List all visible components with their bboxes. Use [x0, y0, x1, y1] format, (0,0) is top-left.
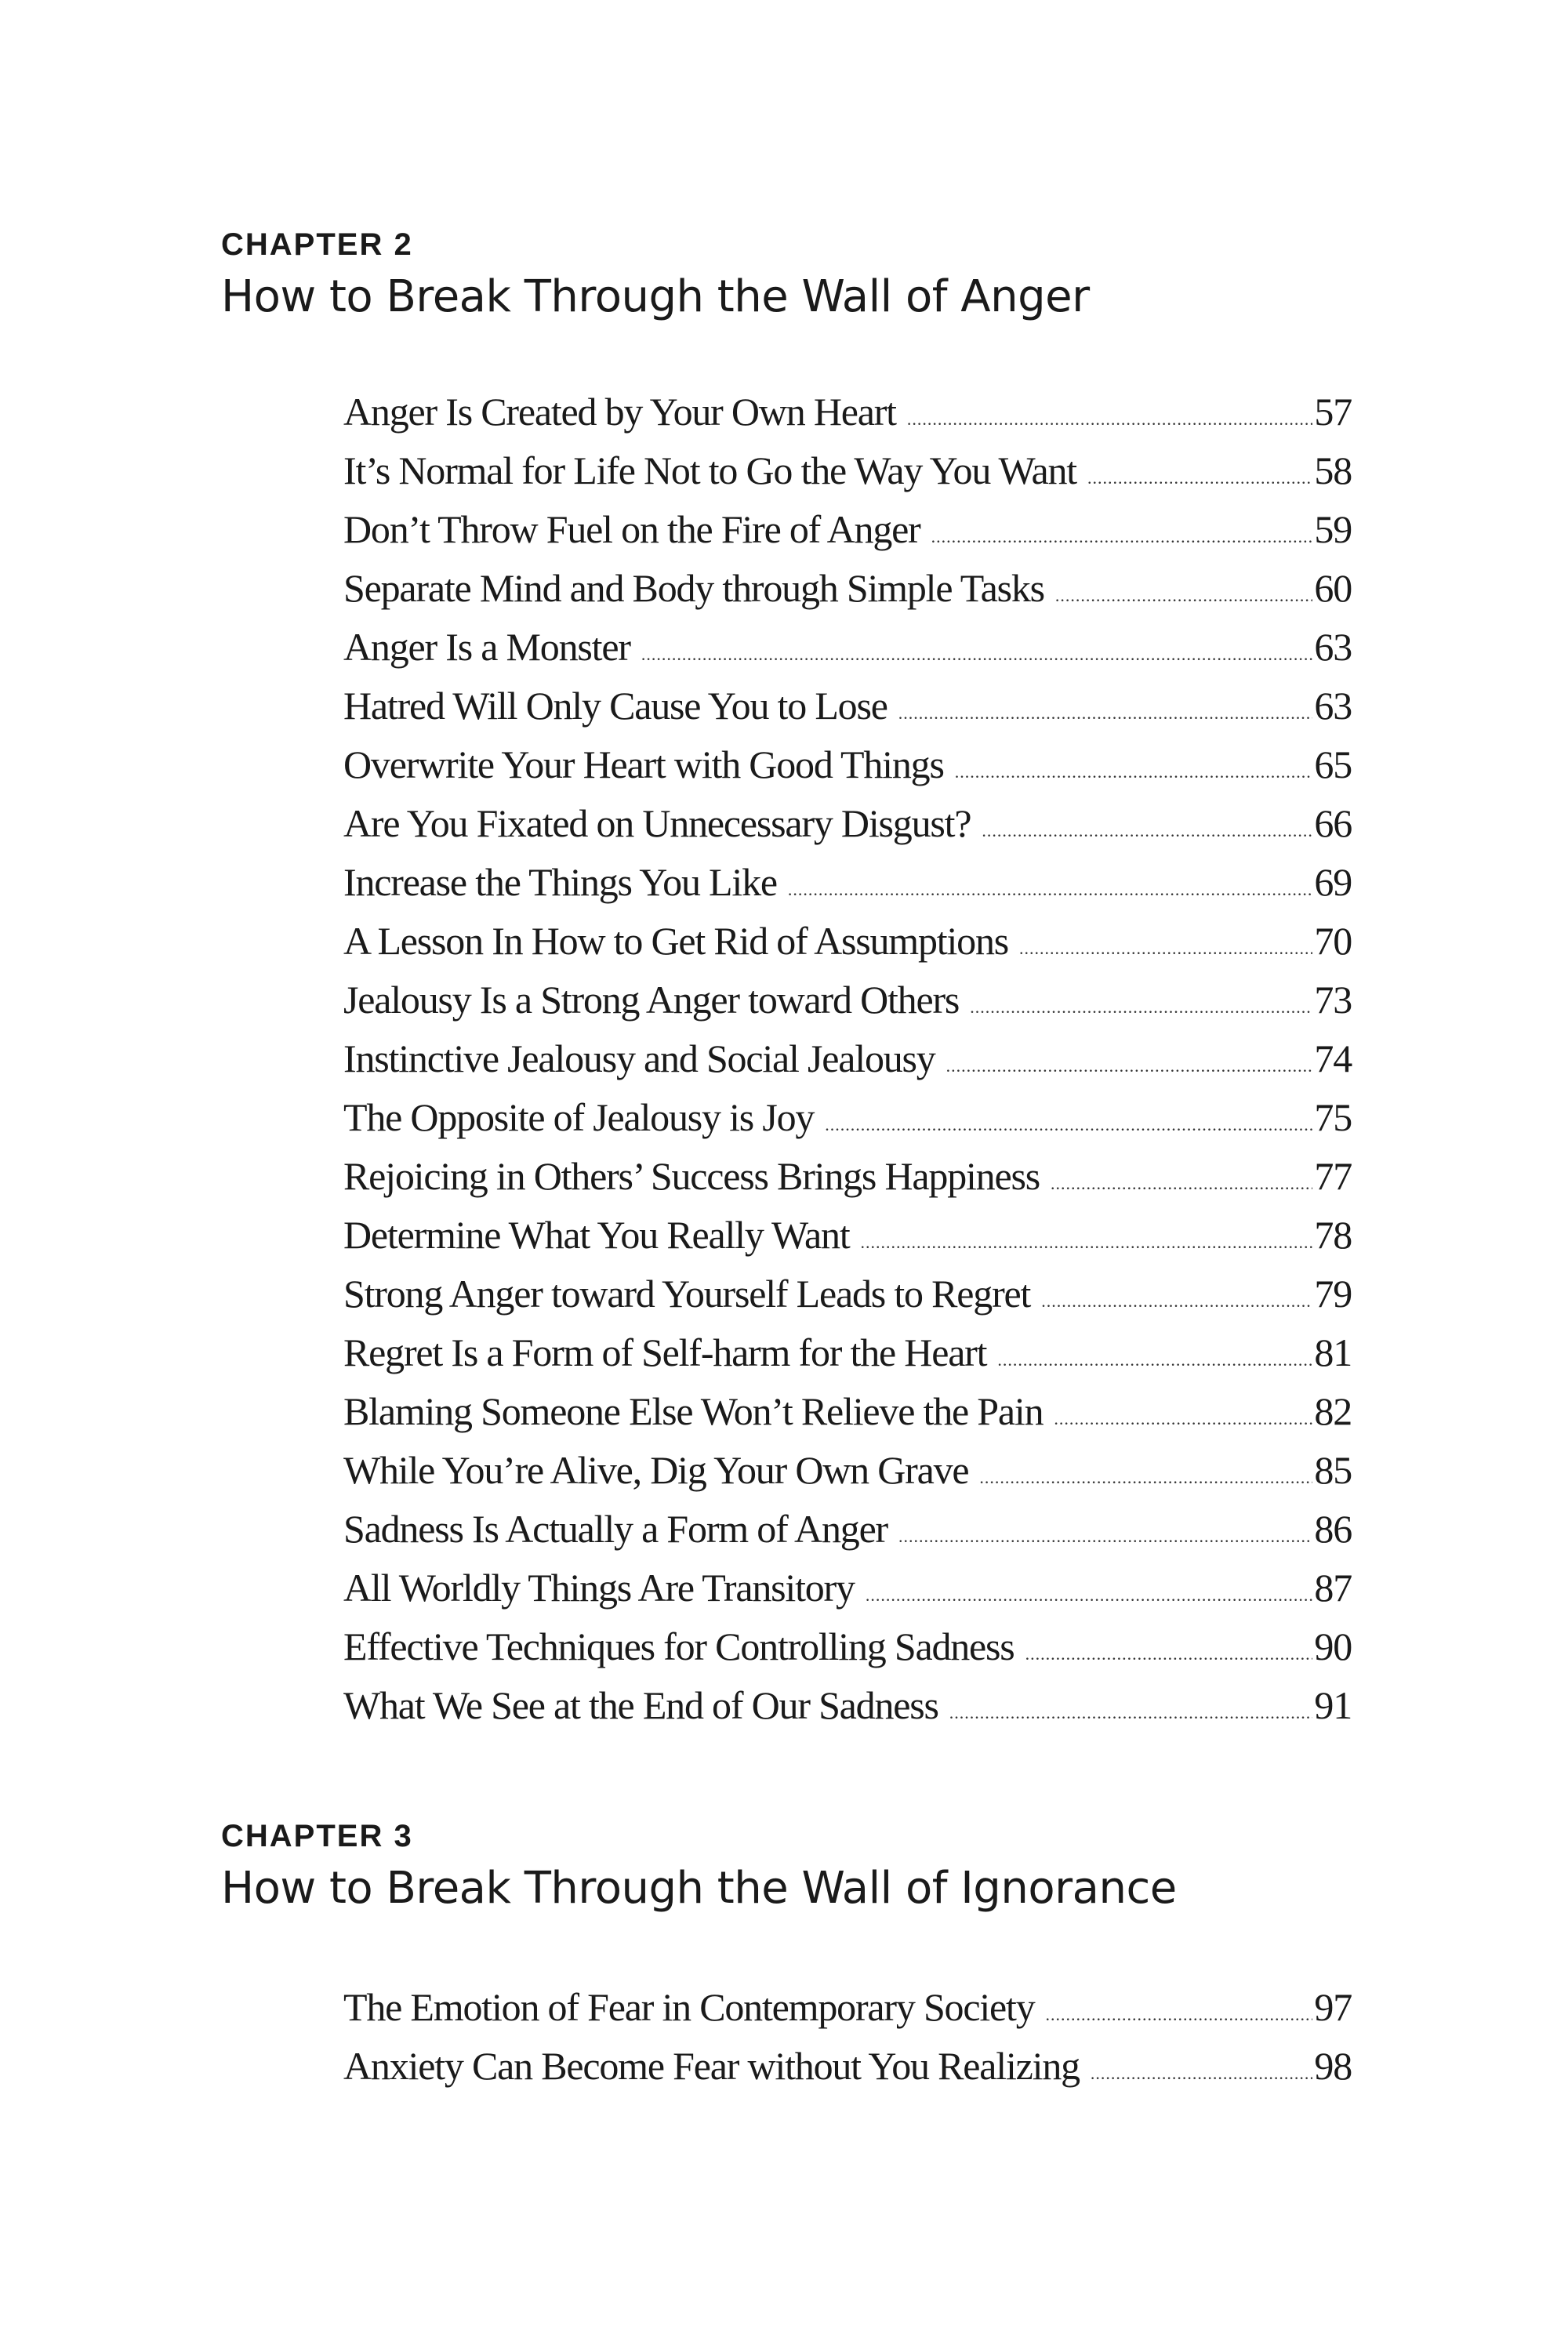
- toc-entry-title: The Emotion of Fear in Contemporary Society: [343, 1985, 1035, 2029]
- dot-leader: [1087, 468, 1312, 488]
- toc-entry-title: The Opposite of Jealousy is Joy: [343, 1095, 815, 1139]
- toc-entry-title: Don’t Throw Fuel on the Fire of Anger: [343, 507, 920, 551]
- toc-entry-page: 69: [1314, 860, 1352, 904]
- chapter-label: CHAPTER 2: [221, 227, 413, 262]
- toc-entry-page: 97: [1314, 1985, 1352, 2029]
- toc-entry-title: Hatred Will Only Cause You to Lose: [343, 684, 887, 728]
- toc-entry[interactable]: [343, 1330, 1352, 1388]
- toc-entry[interactable]: [343, 1682, 1352, 1741]
- dot-leader: [982, 821, 1312, 841]
- toc-entry-page: 70: [1314, 919, 1352, 963]
- toc-entry-title: Determine What You Really Want: [343, 1213, 850, 1257]
- toc-entry[interactable]: [343, 448, 1352, 506]
- toc-entry[interactable]: [343, 742, 1352, 800]
- toc-entry-page: 78: [1314, 1213, 1352, 1257]
- toc-entry[interactable]: [343, 859, 1352, 918]
- dot-leader: [949, 1703, 1313, 1723]
- toc-entry-page: 87: [1314, 1566, 1352, 1610]
- dot-leader: [955, 762, 1313, 782]
- toc-entry[interactable]: [343, 1447, 1352, 1506]
- toc-entry-page: 81: [1314, 1330, 1352, 1374]
- dot-leader: [997, 1350, 1312, 1370]
- toc-entry-title: While You’re Alive, Dig Your Own Grave: [343, 1448, 969, 1492]
- toc-entry-page: 77: [1314, 1154, 1352, 1198]
- toc-entry-title: What We See at the End of Our Sadness: [343, 1683, 938, 1727]
- toc-entry-title: Regret Is a Form of Self-harm for the Heart: [343, 1330, 987, 1374]
- toc-entry[interactable]: [343, 1984, 1352, 2043]
- toc-entry[interactable]: [343, 506, 1352, 565]
- toc-entry-title: Overwrite Your Heart with Good Things: [343, 742, 944, 786]
- toc-entry[interactable]: [343, 2043, 1352, 2102]
- dot-leader: [788, 880, 1313, 900]
- toc-entry[interactable]: [343, 389, 1352, 448]
- toc-entry[interactable]: [343, 1624, 1352, 1682]
- toc-entry-title: Effective Techniques for Controlling Sadness: [343, 1624, 1014, 1668]
- toc-entry-title: Anxiety Can Become Fear without You Realizing: [343, 2044, 1080, 2088]
- chapter-2-heading: [221, 226, 1358, 325]
- toc-entry-page: 65: [1314, 742, 1352, 786]
- dot-leader: [861, 1232, 1313, 1253]
- toc-entry-title: Are You Fixated on Unnecessary Disgust?: [343, 801, 971, 845]
- toc-entry[interactable]: [343, 1388, 1352, 1447]
- toc-entry-page: 66: [1314, 801, 1352, 845]
- toc-entry-page: 85: [1314, 1448, 1352, 1492]
- toc-entry-page: 59: [1314, 507, 1352, 551]
- toc-entry-page: 75: [1314, 1095, 1352, 1139]
- toc-entry-title: Rejoicing in Others’ Success Brings Happiness: [343, 1154, 1040, 1198]
- toc-entry-title: Sadness Is Actually a Form of Anger: [343, 1507, 888, 1551]
- toc-entry[interactable]: [343, 1506, 1352, 1565]
- toc-entry-title: Jealousy Is a Strong Anger toward Others: [343, 978, 960, 1022]
- toc-entry-page: 60: [1314, 566, 1352, 610]
- toc-entry-page: 98: [1314, 2044, 1352, 2088]
- toc-entry[interactable]: [343, 1212, 1352, 1271]
- dot-leader: [931, 527, 1313, 547]
- dot-leader: [907, 409, 1313, 430]
- chapter-3-entries: [343, 1984, 1352, 2102]
- dot-leader: [866, 1585, 1313, 1606]
- dot-leader: [1054, 1409, 1312, 1429]
- toc-entry[interactable]: [343, 624, 1352, 683]
- dot-leader: [641, 644, 1313, 665]
- toc-entry[interactable]: [343, 1036, 1352, 1094]
- toc-entry-page: 73: [1314, 978, 1352, 1022]
- dot-leader: [946, 1056, 1313, 1076]
- dot-leader: [1051, 1174, 1312, 1194]
- toc-entry[interactable]: [343, 918, 1352, 977]
- toc-entry-title: Blaming Someone Else Won’t Relieve the Pain: [343, 1389, 1044, 1433]
- toc-entry-page: 58: [1314, 448, 1352, 492]
- toc-entry-title: Anger Is a Monster: [343, 625, 630, 669]
- dot-leader: [1019, 938, 1312, 959]
- dot-leader: [979, 1468, 1312, 1488]
- dot-leader: [898, 703, 1313, 724]
- chapter-label: CHAPTER 3: [221, 1819, 413, 1853]
- toc-entry-page: 57: [1314, 390, 1352, 434]
- toc-entry[interactable]: [343, 1094, 1352, 1153]
- chapter-2-entries: [343, 389, 1352, 1741]
- toc-entry-title: Strong Anger toward Yourself Leads to Regret: [343, 1272, 1031, 1316]
- toc-entry[interactable]: [343, 565, 1352, 624]
- toc-entry[interactable]: [343, 683, 1352, 742]
- toc-entry-title: Separate Mind and Body through Simple Tasks: [343, 566, 1044, 610]
- toc-entry-title: Instinctive Jealousy and Social Jealousy: [343, 1036, 935, 1080]
- toc-entry-title: It’s Normal for Life Not to Go the Way You Want: [343, 448, 1076, 492]
- toc-entry-page: 74: [1314, 1036, 1352, 1080]
- dot-leader: [1046, 2005, 1313, 2025]
- chapter-3-heading: [221, 1817, 1358, 1916]
- dot-leader: [825, 1115, 1312, 1135]
- dot-leader: [1041, 1291, 1312, 1312]
- dot-leader: [1025, 1644, 1313, 1664]
- toc-entry[interactable]: [343, 1271, 1352, 1330]
- toc-entry-page: 86: [1314, 1507, 1352, 1551]
- dot-leader: [898, 1526, 1312, 1547]
- dot-leader: [1055, 586, 1313, 606]
- toc-entry-title: A Lesson In How to Get Rid of Assumptions: [343, 919, 1009, 963]
- toc-entry-page: 63: [1314, 684, 1352, 728]
- chapter-title: How to Break Through the Wall of Ignorance: [221, 1863, 1177, 1914]
- toc-entry-title: All Worldly Things Are Transitory: [343, 1566, 855, 1610]
- toc-entry-page: 90: [1314, 1624, 1352, 1668]
- dot-leader: [1091, 2063, 1312, 2084]
- toc-entry[interactable]: [343, 977, 1352, 1036]
- toc-entry-title: Anger Is Created by Your Own Heart: [343, 390, 896, 434]
- toc-entry-page: 79: [1314, 1272, 1352, 1316]
- chapter-title: How to Break Through the Wall of Anger: [221, 271, 1090, 322]
- toc-entry-page: 91: [1314, 1683, 1352, 1727]
- toc-entry-page: 63: [1314, 625, 1352, 669]
- toc-entry-title: Increase the Things You Like: [343, 860, 777, 904]
- toc-entry[interactable]: [343, 1153, 1352, 1212]
- toc-entry-page: 82: [1314, 1389, 1352, 1433]
- toc-entry[interactable]: [343, 800, 1352, 859]
- toc-entry[interactable]: [343, 1565, 1352, 1624]
- dot-leader: [970, 997, 1312, 1018]
